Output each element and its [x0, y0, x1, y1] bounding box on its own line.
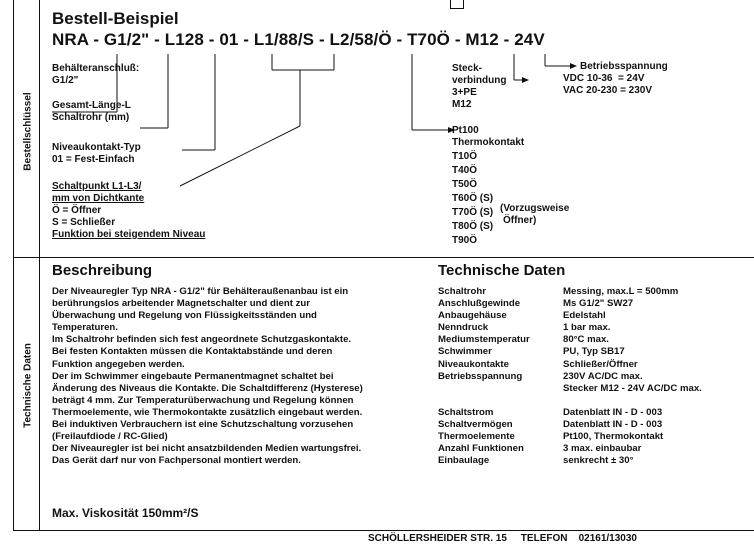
tech-value: Stecker M12 - 24V AC/DC max.: [563, 382, 702, 394]
label-length-line2: Schaltrohr (mm): [52, 112, 130, 123]
label-connection-line1: Behälteranschluß:: [52, 63, 140, 74]
description-line: Änderung des Niveaus die Kontakte. Die Schaltdifferenz (Hysterese): [52, 382, 363, 394]
description-line: berührungslos arbeitender Magnetschalter und dient zur: [52, 298, 311, 310]
temp-option: T90Ö: [452, 235, 478, 246]
tech-heading: Technische Daten: [438, 262, 566, 279]
label-switchpoint-line3: Ö = Öffner: [52, 205, 102, 216]
tech-key: Anzahl Funktionen: [438, 443, 524, 455]
label-plug-line2: verbindung: [452, 75, 507, 86]
viscosity-note: Max. Viskosität 150mm²/S: [52, 506, 199, 520]
table-row: [438, 455, 702, 467]
tech-value: 1 bar max.: [563, 322, 611, 334]
side-label-order-key: Bestellschlüssel: [22, 92, 34, 171]
tech-value: Datenblatt IN - D - 003: [563, 418, 663, 430]
tech-key: Niveaukontakte: [438, 358, 509, 370]
tech-value: PU, Typ SB17: [563, 346, 625, 358]
tech-key: Betriebsspannung: [438, 370, 523, 382]
description-line: Der Niveauregler ist bei nicht ansatzbildenden Medien wartungsfrei.: [52, 443, 362, 455]
tech-key: [438, 383, 563, 395]
code-part-type: NRA: [52, 30, 89, 49]
description-line: Überwachung und Regelung von Flüssigkeitsständen und: [52, 310, 317, 322]
description-line: Funktion angegeben werden.: [52, 358, 185, 370]
description-line: Bei festen Kontakten müssen die Kontaktabstände und deren: [52, 346, 333, 358]
temp-option: T40Ö: [452, 165, 478, 176]
label-plug-line1: Steck-: [452, 63, 483, 74]
code-part-l2: L2/58/Ö: [329, 30, 392, 49]
tech-key: Schwimmer: [438, 346, 492, 358]
tech-key: Thermoelemente: [438, 431, 515, 443]
description-line: Der Niveauregler Typ NRA - G1/2" für Behälteraußenanbau ist ein: [52, 286, 349, 297]
label-length: [52, 100, 131, 124]
table-row: [438, 431, 702, 443]
label-voltage: [563, 61, 668, 97]
code-sep: -: [396, 30, 403, 49]
tech-value: Messing, max.L = 500mm: [563, 286, 679, 297]
code-part-thermo: T70Ö: [407, 30, 450, 49]
tech-table: [438, 286, 702, 467]
table-row: [438, 334, 702, 346]
temp-option: T10Ö: [452, 151, 478, 162]
code-sep: -: [243, 30, 250, 49]
label-contact-line1: Niveaukontakt-Typ: [52, 142, 141, 153]
code-part-plug: M12: [465, 30, 499, 49]
table-row: [438, 443, 702, 455]
table-row: [438, 322, 702, 334]
table-row: [438, 359, 702, 371]
code-sep: -: [154, 30, 160, 49]
tech-value: 80°C max.: [563, 334, 609, 346]
label-plug-line3: 3+PE: [452, 87, 477, 98]
tech-value: Ms G1/2" SW27: [563, 298, 634, 310]
description-line: Das Gerät darf nur von Fachpersonal montiert werden.: [52, 455, 301, 467]
footer-address: SCHÖLLERSHEIDER STR. 15 TELEFON 02161/13030: [368, 533, 637, 544]
tech-key: Schaltrohr: [438, 286, 486, 297]
code-part-contact: 01: [219, 30, 239, 49]
description-text: [52, 286, 363, 467]
tech-value: 3 max. einbaubar: [563, 443, 642, 455]
description-line: Bei induktiven Verbrauchern ist eine Schutzschaltung vorzusehen: [52, 419, 354, 431]
label-connection-line2: G1/2": [52, 75, 79, 86]
table-row: [438, 383, 702, 395]
tech-key: Mediumstemperatur: [438, 334, 530, 346]
code-sep: -: [454, 30, 461, 49]
description-line: Thermoelemente, wie Thermokontakte zusätzlich eingebaut werden.: [52, 406, 363, 418]
label-switchpoint-line1: Schaltpunkt L1-L3/: [52, 181, 142, 192]
code-sep: -: [503, 30, 510, 49]
tech-key: Nenndruck: [438, 322, 489, 334]
description-heading: Beschreibung: [52, 262, 153, 279]
label-thermo-line2: Thermokontakt: [452, 137, 525, 148]
order-heading: Bestell-Beispiel: [52, 9, 179, 28]
tech-key: Schaltvermögen: [438, 418, 513, 430]
description-line: beträgt 4 mm. Zur Temperaturüberwachung und Regelung können: [52, 394, 354, 406]
tech-key: Schaltstrom: [438, 406, 494, 418]
label-thermo: [452, 125, 524, 247]
table-row: [438, 298, 702, 310]
label-switchpoint: [52, 181, 205, 241]
table-row: [438, 371, 702, 383]
tech-key: Anschlußgewinde: [438, 298, 521, 310]
description-line: (Freilaufdiode / RC-Glied): [52, 431, 168, 443]
temp-option: T50Ö: [452, 179, 478, 190]
description-line: Im Schaltrohr befinden sich fest angeordnete Schutzgaskontakte.: [52, 334, 352, 346]
label-plug-line4: M12: [452, 99, 472, 110]
label-preferred: [500, 203, 569, 227]
code-part-voltage: 24V: [514, 30, 545, 49]
label-voltage-title: Betriebsspannung: [580, 61, 668, 72]
label-plug: [452, 63, 506, 111]
code-part-length: L128: [164, 30, 204, 49]
table-row: [438, 286, 702, 298]
tech-key: Einbaulage: [438, 455, 490, 467]
tech-value: Datenblatt IN - D - 003: [563, 406, 663, 418]
tech-value: Schließer/Öffner: [563, 358, 638, 370]
code-part-connection: G1/2": [103, 30, 150, 49]
description-line: Temperaturen.: [52, 322, 118, 334]
label-switchpoint-line4: S = Schließer: [52, 217, 116, 228]
description-line: Der im Schwimmer eingebaute Permanentmagnet schaltet bei: [52, 370, 334, 382]
code-sep: -: [318, 30, 325, 49]
code-sep: -: [93, 30, 100, 49]
table-row: [438, 310, 702, 322]
label-connection: [52, 63, 139, 87]
tech-value: senkrecht ± 30°: [563, 455, 634, 467]
label-thermo-line1: Pt100: [452, 125, 479, 136]
label-voltage-ac: VAC 20-230 = 230V: [563, 85, 653, 96]
temp-option: T70Ö (S): [452, 207, 494, 218]
temp-option: T60Ö (S): [452, 193, 494, 204]
label-length-line1: Gesamt-Länge-L: [52, 100, 131, 111]
label-preferred-line2: Öffner): [503, 215, 537, 226]
tech-value: Pt100, Thermokontakt: [563, 431, 664, 443]
code-part-l1: L1/88/S: [253, 30, 315, 49]
tech-value: Edelstahl: [563, 310, 606, 322]
table-row: [438, 407, 702, 419]
code-sep: -: [208, 30, 215, 49]
label-preferred-line1: (Vorzugsweise: [500, 203, 570, 214]
label-contact-line2: 01 = Fest-Einfach: [52, 154, 135, 165]
temp-option: T80Ö (S): [452, 221, 494, 232]
side-label-tech-data: Technische Daten: [22, 343, 34, 428]
tech-value: 230V AC/DC max.: [563, 370, 643, 382]
table-row: [438, 419, 702, 431]
tech-key: Anbaugehäuse: [438, 310, 507, 322]
label-switchpoint-line5: Funktion bei steigendem Niveau: [52, 229, 206, 240]
table-row: [438, 346, 702, 358]
label-switchpoint-line2: mm von Dichtkante: [52, 193, 145, 204]
label-voltage-dc: VDC 10-36 = 24V: [563, 73, 645, 84]
label-contact-type: [52, 142, 141, 166]
